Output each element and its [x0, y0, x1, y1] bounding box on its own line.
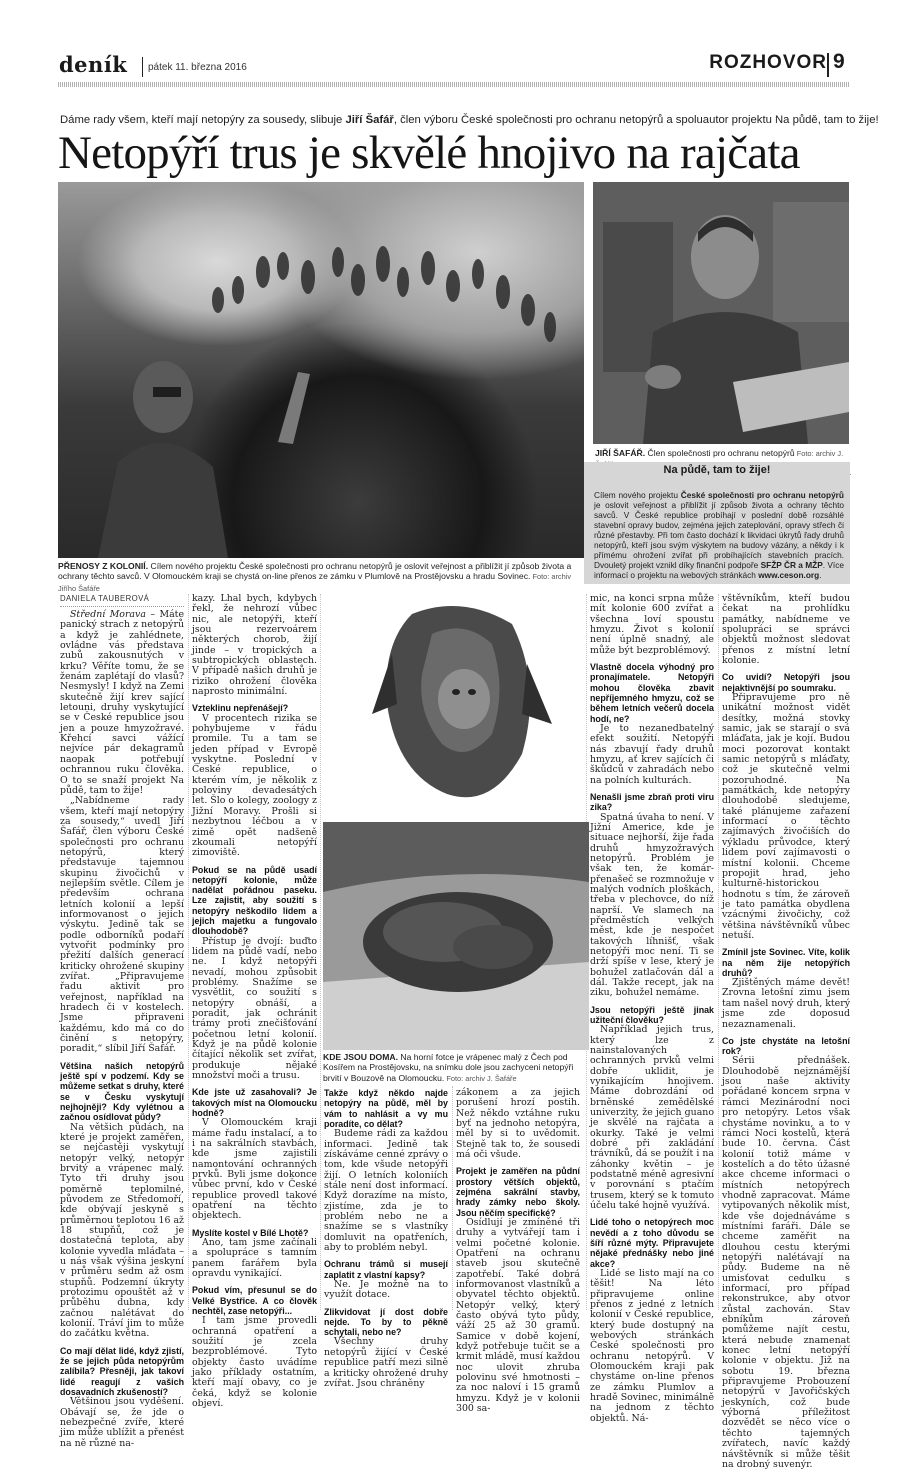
intro-rest: , člen výboru České společnosti pro ochranu netopýrů a spoluautor projektu Na půdě, tam to žije!: [393, 114, 879, 126]
portrait-photo-credit: Foto: archiv J.: [796, 449, 844, 458]
cave-photo-image: [58, 182, 584, 558]
cave-caption-text: Cílem nového projektu České společnosti pro ochranu netopýrů je oslovit veřejnost a přiblížit jí způsob života a ochrany těchto savců. V Olomouckém kraji se chystá on-line přenos ze zámku v Plumlově na Prostějovsku a hradu Sovinec.: [58, 561, 572, 582]
paragraph: Ne. Je možné na to využít dotace.: [324, 1278, 448, 1301]
article-column-1: [60, 609, 184, 1449]
paragraph: mic, na konci srpna může mít kolonie 600 zvířat a všechna loví spoustu hmyzu. Život s kolonií není úplně snadný, ale může být bezproblémový.: [590, 593, 714, 656]
interview-question: Jsou netopýři ještě jinak užiteční člověku?: [590, 1004, 714, 1025]
paragraph: Spatná úvaha to není. V Jižní Americe, kde je situace nejhorší, žije řada druhů hmyzožravých netopýrů. Problém je však ten, že komár-přenašeč se rozmnožuje v malých vodních ploškách, třeba v plechovce, do níž naprší. Ve slamech na předměstích velkých měst, kde je nespočet takových líhnišť, však netopýři moc není. Ti se drží spíše v lese, který je bohužel zatlačován dál a dál. Takže recept, jak na ziku, bohužel nemáme.: [590, 811, 714, 999]
article-column-6: [722, 593, 850, 1470]
paragraph: Budeme rádi za každou informaci. Jedině tak získáváme cenné zprávy o tom, kde všude netopýři žijí. O letních koloniích stále není dost informací. Když dorazíme na místo, zjistíme, zda je to problém nebo ne a snažíme se s vlastníky domluvit na opatřeních, aby to problém nebyl.: [324, 1128, 448, 1253]
interview-question: Ochranu trámů si musejí zaplatit z vlastní kapsy?: [324, 1259, 448, 1280]
column-rule: [320, 594, 321, 1310]
paragraph: Všechny druhy netopýrů žijící v České republice patří mezi silně a kriticky ohrožené druhy zvířat. Jsou chráněny: [324, 1336, 448, 1389]
bat-caption-text: Na horní fotce je vrápenec malý z Čech pod Kosířem na Prostějovsku, na snímku dole jsou zachyceni netopýři brvití v Bouzově na Olomoucku.: [323, 1052, 574, 1083]
page-title: Netopýří trus je skvělé hnojivo na rajčata: [58, 127, 800, 179]
interview-question: Kde jste už zasahovali? Je takových míst na Olomoucku hodně?: [192, 1087, 317, 1119]
interview-question: Takže když někdo najde netopýry na půdě, měl by vám to nahlásit a vy mu poradíte, co dělat?: [324, 1088, 448, 1129]
column-rule: [718, 594, 719, 1310]
paragraph: Sérii přednášek. Dlouhodobě nejznámější jsou naše aktivity pořádané koncem srpna v rámci Mezinárodní noci pro netopýry. Letos však chystáme novinku, a to v rámci Noci kostelů, která bude 10. června. Část kolonií totiž máme v kostelích a do těto úžasné akce chceme informaci o místních netopýrech vhodně zapracovat. Máme vytipovaných několik míst, kde vše dojednáváme s místními faráři. Dále se chceme zaměřit na dlouhou cestu kterými netopýři nalétávají na půdy. Budeme na ně umisťovat cedulku s informací, pro případ rekonstrukce, aby otvor zůstal zachován. Stav ebníkům zároveň pomůžeme najít cestu, která nebude znamenat konec letní netopýří kolonie v objektu. Již na sobotu 19. března připravujeme Probouzení netopýrů v Javořičských jeskyních, což bude výborná příležitost dozvědět se něco více o těchto tajemných zvířatech, navíc každý návštěvník si může těšit na drobný suvenýr.: [722, 1055, 850, 1470]
info-box-org: České společnosti pro ochranu netopýrů: [680, 490, 844, 500]
newspaper-logo: deník: [59, 52, 128, 77]
bat-photo-caption: [323, 1052, 589, 1084]
interview-question: Projekt je zaměřen na půdní prostory větších objektů, zejména sakrální stavby, hrady zámky nebo školy. Jsou něčím specifické?: [456, 1166, 580, 1218]
paragraph: „Nabídneme rady všem, kteří mají netopýry za sousedy,“ uvedl Jiří Šafář, člen výboru České společnosti pro ochranu netopýrů, který představuje tajemnou skupinu živočichů v nejlepším světle. Cílem je především ochrana letních kolonií a lepší informovanost o jejich výskytu. Jedině tak se podle odborníků podaří vytvořit podmínky pro přežití dalších generací kriticky ohrožené skupiny zvířat. „Připravujeme řadu aktivit pro veřejnost, například na hradech či v kostelech. Jsme připraveni každému, kdo má co do činění s netopýry, poradit,“ slíbil Jiří Šafář.: [60, 795, 184, 1055]
section-divider: [827, 53, 829, 77]
paragraph: Na většich půdách, na které je projekt zaměřen, se nejčastěji vyskytují netopýr velký, netopýr brvitý a vrápenec malý. Tyto tři druhy jsou poměrně teplomilné, původem ze Středomoří, kde obývají jeskyně s průměrnou teplotou 16 až 18 stupňů, což je dostatečná teplota, aby kolonie vyvedla mláďata – u nás však výšina jeskyní v průměru sedm až osm stupňů. Podzemní úkryty protozimu opouštět až v průběhu dubna, kdy začnou nalétávat do kolonií. Tráví jim to může do začátku května.: [60, 1121, 184, 1340]
bat-photo-top-image: [352, 594, 578, 818]
info-box-text-4: .: [819, 570, 822, 580]
cave-photo-caption: [58, 561, 588, 594]
paragraph: V Olomouckém kraji máme řadu instalací, a to i na sakrálních stavbách, kde jsme zajistili namontování ochranných prvků. Byli jsme dokonce vůbec první, kdo v České republice provedl takové opatření na těchto objektech.: [192, 1117, 317, 1222]
interview-question: Lidé toho o netopýrech moc nevědí a z toho důvodu se šíří různé mýty. Připravujete nějaké přednášky nebo jiné akce?: [590, 1217, 714, 1269]
interview-question: Pokud vím, přesunul se do Velké Bystřice. A co člověk nechtěl, zase netopýři...: [192, 1285, 317, 1317]
paragraph: – Máte panický strach z netopýrů a když je zahlédnete, ovládne vás představa zubů zakousnutých v krku? Věříte tomu, že se ženám zaplétají do vlasů? Nesmysly! I když na Zemi skutečně žijí krev sající letouni, druhy vyskytující se v České republice jsou jen a pouze hmyzožravé. Křehcí savci vážící nejvíce pár dekagramů naopak potřebují ochrannou ruku člověka. O to se snaží projekt Na půdě, tam to žije!: [60, 609, 184, 796]
interview-question: Vlastně docela výhodný pro pronajímatele. Netopýři mohou člověka zbavit nepříjemného hmyzu, což se během letních večerů docela hodí, ne?: [590, 662, 714, 724]
info-box-text-3: . Více informací o projektu na webových stránkách: [594, 560, 844, 580]
cave-photo: [58, 182, 584, 558]
interview-question: Co uvidí? Netopýři jsou nejaktivnější po soumraku.: [722, 672, 850, 693]
info-box-sponsors: SFŽP ČR a MŽP: [760, 560, 823, 570]
paragraph: Lidé se listo mají na co těšit! Na léto připravujeme online přenos z jedné z letních kolonií v České republice, který bude dostupný na webových stránkách České společnosti pro ochranu netopýrů. V Olomouckém kraji pak chystáme on-line přenos ze zámku Plumlov a hradě Sovinec, minimálně na jednom z těchto objektů. Ná-: [590, 1267, 714, 1424]
interview-question: Myslíte kostel v Bílé Lhotě?: [192, 1227, 309, 1238]
paragraph: Například jejich trus, který lze z nainstalovaných ochranných prvků velmi dobře uklidit, je vynikajícím hnojivem. Máme dobrozdání od brněnské zemědělské univerzity, že jejich guano je skvělé na rajčata a okurky. Také je velmi dobré při zakládání trávníků, dá se použít i na záhonky květin – je podstatně méně agresivní v porovnání s ptačím trusem, který se k tomuto účelu také hojně využívá.: [590, 1024, 714, 1212]
interview-question: Co mají dělat lidé, když zjistí, že se jejich půda netopýrům zalíbila? Přesněji, jak takoví lidé reagují z vašich dosavadních zkušeností?: [60, 1345, 184, 1397]
dateline: Střední Morava: [70, 609, 146, 620]
cave-photo-credit: Foto: archiv Jiřího Šafáře: [58, 572, 572, 593]
article-column-3: [324, 1088, 448, 1389]
info-box-text-2: je oslovit veřejnost a přiblížit jí způsob života a ochrany těchto savců. V České republice probíhají v poslední době rozsáhlé stavební opravy budov, zejména jejich zateplování, opravy střech či různé přestavby. Při tom často dochází k likvidaci úkrytů řady druhů netopýrů, kteří jsou svým výskytem na budovy vázány, a někdy i k přímému ohrožení zvířat při probíhajících stavebních pracích. Dvouletý projekt vznikl díky finanční podpoře: [594, 500, 844, 570]
interview-question: Vzteklinu nepřenášejí?: [192, 703, 289, 714]
bat-caption-label: KDE JSOU DOMA.: [323, 1052, 398, 1062]
paragraph: Přístup je dvojí: buďto lidem na půdě vadí, nebo ne. I když netopýři nevadí, mohou způsobit problémy. Snažíme se vysvětlit, co soužití s netopýry obnáší, a poradit, jak ochránit trámy proti znečišťování početnou letní kolonií. Když je na půdě kolonie čítající několik set zvířat, produkuje nějaké množství moči a trusu.: [192, 935, 317, 1082]
info-box-text-1: Cílem nového projektu: [594, 490, 681, 500]
portrait-photo: [593, 182, 849, 444]
bat-photo-top: [352, 594, 578, 818]
bat-photo-credit: Foto: archiv J. Šafáře: [444, 1073, 517, 1083]
portrait-caption-text: Člen společnosti pro ochranu netopýrů: [645, 448, 795, 458]
column-rule: [188, 594, 189, 1310]
article-intro: [60, 114, 879, 126]
article-column-4: [456, 1087, 580, 1415]
cave-caption-label: PŘENOSY Z KOLONIÍ.: [58, 561, 149, 571]
section-name: ROZHOVOR: [709, 52, 827, 73]
header-rule: [58, 82, 849, 87]
paragraph: Většinou jsou vyděšení. Obávají se, že jde o nebezpečné zvíře, které jim může ublížit a přenést na ně různé na-: [60, 1396, 184, 1449]
issue-date: pátek 11. března 2016: [148, 62, 247, 73]
paragraph: zákonem a za jejich porušení hrozí postih. Než někdo vztáhne ruku byť na jednoho netopýra, měl by si to uvědomit. Stejně tak to, že sousedi má oči všude.: [456, 1087, 580, 1161]
paragraph: V procentech rizika se pohybujeme v řádu promile. Tu a tam se jeden případ v Evropě vyskytne. Poslední v České republice, o kterém vím, je několik z poloviny devadesátých let. Šlo o kolegy, zoology z Jižní Moravy. Prošli si nezbytnou léčbou a v zimě opět nadšeně zkoumali netopýří zimoviště.: [192, 712, 317, 859]
paragraph: Ano, tam jsme začínali a spolupráce s tamním panem farářem byla opravdu vynikající.: [192, 1237, 317, 1280]
interview-question: Pokud se na půdě usadí netopýří kolonie, může nadělat pořádnou paseku. Lze zajistit, aby soužití s netopýry neškodilo lidem a jejich majetku a fungovalo dlouhodobě?: [192, 864, 317, 937]
paragraph: Připravujeme pro ně unikátní možnost vidět desítky, možná stovky samic, jak se starají o svá mláďata, jak je kojí. Budou moci pozorovat kontakt samic netopýrů s mláďaty, což je skutečně velmi pozoruhodné. Na památkách, kde netopýry dlouhodobě sledujeme, také plánujeme zařazení informací o těchto zajímavých živočiších do výkladu průvodce, který lidem poví zajímavosti o místní kolonii. Chceme propojit hrad, jeho kulturně-historickou hodnotu s tím, že zároveň je tato památka obydlena vzácnými živočichy, což většina návštěvníků vůbec netuší.: [722, 692, 850, 941]
paragraph: Je to nezanedbatelný efekt soužití. Netopýři nás zbavují řady druhů hmyzu, ať krev sajících či škůdců v zahradách nebo na polních kulturách.: [590, 722, 714, 786]
portrait-caption-label: JIŘÍ ŠAFÁŘ.: [595, 448, 646, 458]
paragraph: Zjištěných máme devět! Zrovna letošní zimu jsem tam našel nový druh, který jsme zde doposud nezaznamenali.: [722, 977, 850, 1030]
column-rule: [452, 1086, 453, 1310]
byline-rule: [60, 606, 184, 607]
paragraph: Osídlují je zmíněné tři druhy a vytvářejí tam i velmi početné kolonie. Opatření na ochranu staveb jsou skutečně zapotřebí. Také dobrá informovanost vlastníků a obyvatel těchto objektů. Netopýr velký, který často obývá tyto půdy, váží 25 až 30 gramů. Samice v době kojení, když potřebuje tučit se a krmit mládě, musí každou noc ulovit zhruba polovinu své hmotnosti – za noc naloví i 15 gramů hmyzu. Když je v kolonii 300 sa-: [456, 1216, 580, 1415]
interview-question: Zlikvidovat jí dost dobře nejde. To by to pěkně schytali, nebo ne?: [324, 1306, 448, 1338]
interview-question: Nenašli jsme zbraň proti viru zika?: [590, 791, 714, 813]
intro-name: Jiří Šafář: [345, 114, 394, 126]
page-number: 9: [833, 50, 845, 73]
interview-question: Většina našich netopýrů ještě spí v podzemí. Kdy se můžeme setkat s druhy, které se v Česku vyskytují nejhojněji? Kdy vylétnou a začnou osídlovat půdy?: [60, 1060, 184, 1123]
info-box-title: Na půdě, tam to žije!: [663, 464, 771, 476]
author-byline: DANIELA TAUBEROVÁ: [60, 594, 150, 603]
paragraph: I tam jsme provedli ochranná opatření a soužití je zcela bezproblémové. Tyto objekty často uvádíme jako příklady ostatním, kteří mají obavy, co je čeká, když se kolonie objeví.: [192, 1315, 317, 1410]
paragraph: vštěvníkům, kteří budou čekat na prohlídku památky, nabídneme ve spolupráci se správci objektů možnost sledovat přenos z místní letní kolonie.: [722, 593, 850, 667]
bat-photo-bottom: [323, 822, 589, 1050]
bat-photo-bottom-image: [323, 822, 589, 1050]
paragraph: kazy. Lhal bych, kdybych řekl, že nehrozí vůbec nic, ale netopýři, kteří jsou rezervoárem některých chorob, žijí jinde – v tropických a subtropických oblastech. V případě našich druhů je riziko ohrožení člověka naprosto minimální.: [192, 593, 317, 698]
intro-lead: Dáme rady všem, kteří mají netopýry za sousedy, slibuje: [60, 114, 346, 126]
info-box-text: [594, 490, 844, 580]
info-box-website: www.ceson.org: [758, 570, 820, 580]
article-column-5: [590, 593, 714, 1424]
interview-question: Co jste chystáte na letošní rok?: [722, 1035, 850, 1057]
article-column-2: [192, 593, 317, 1410]
header-divider: [142, 57, 143, 77]
portrait-photo-image: [593, 182, 849, 444]
interview-question: Zmínil jste Sovinec. Víte, kolik na něm žije netopýřích druhů?: [722, 947, 850, 978]
